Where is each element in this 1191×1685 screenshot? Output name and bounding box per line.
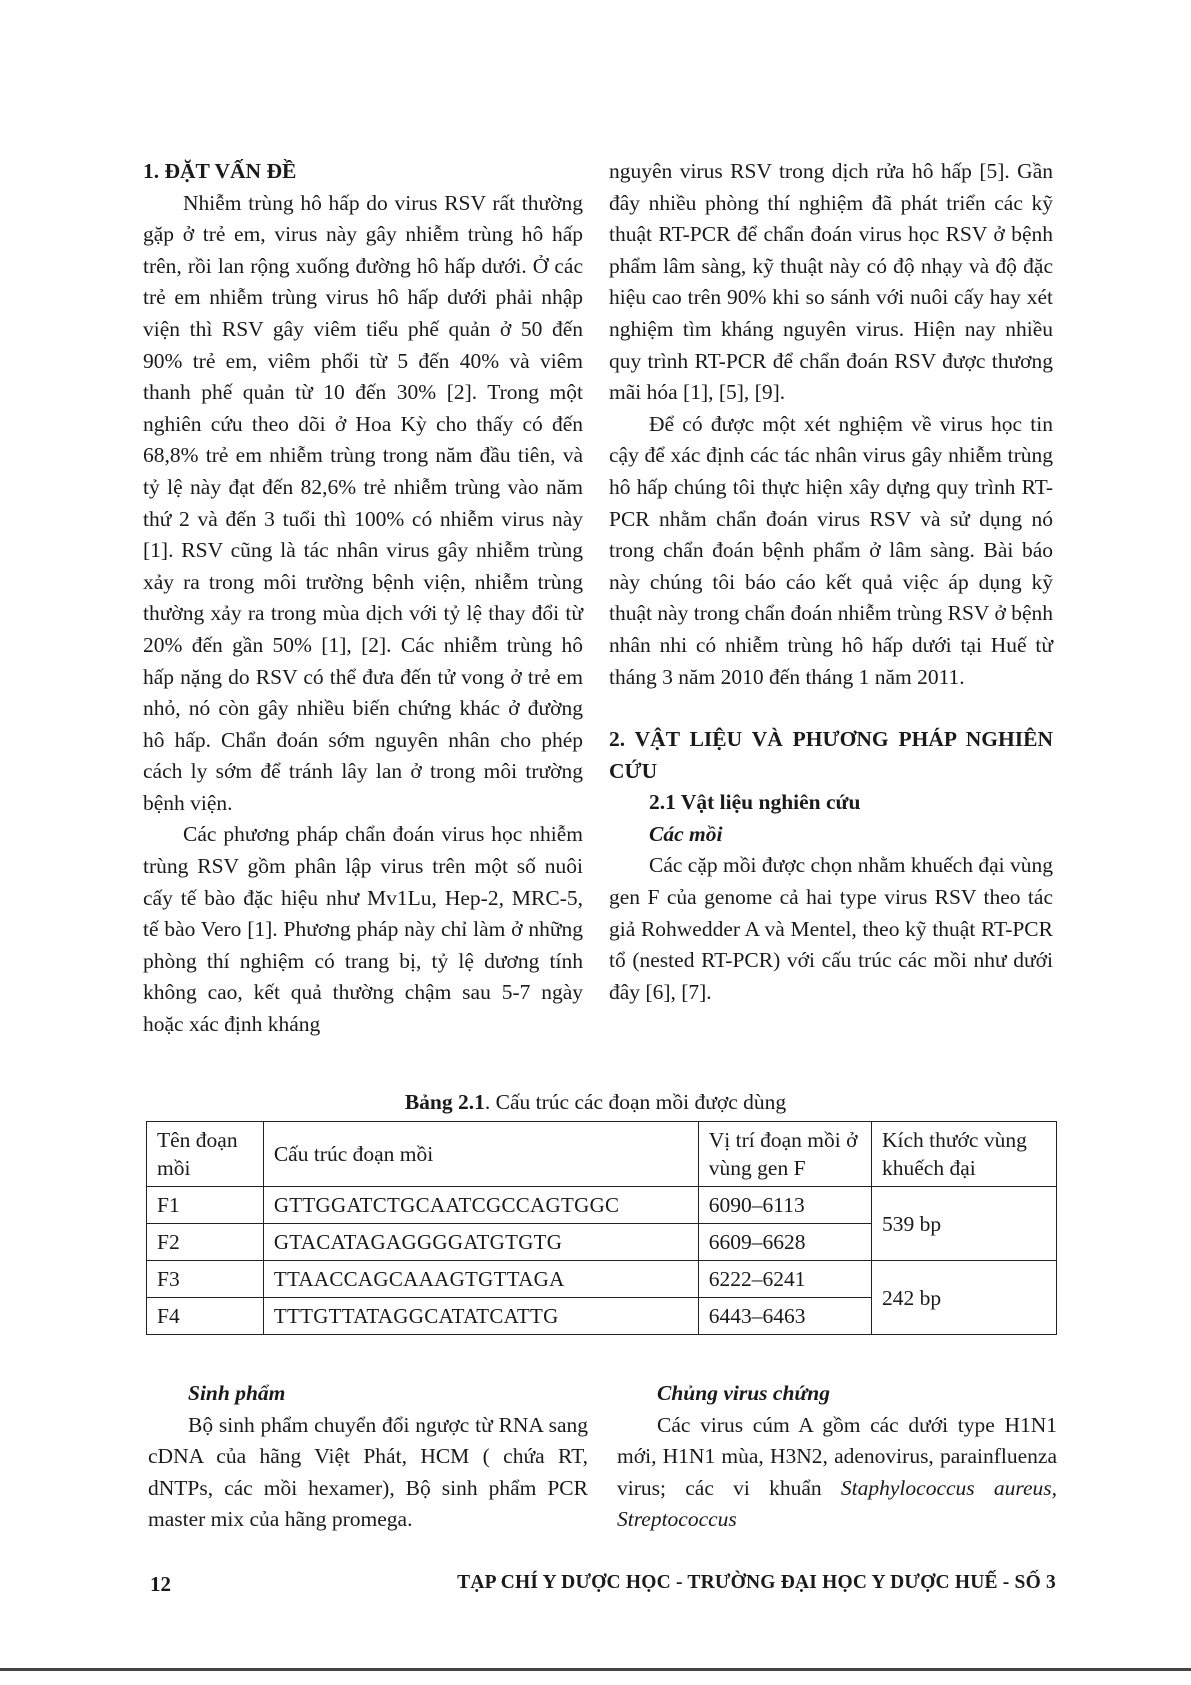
reagents-section [148, 1378, 588, 1536]
page-number: 12 [150, 1572, 171, 1596]
header-amplicon-size: Kích thước vùng khuếch đại [871, 1122, 1056, 1187]
reagents-heading: Sinh phẩm [188, 1381, 286, 1405]
amplicon-size: 539 bp [871, 1187, 1056, 1261]
table-caption-label: Bảng 2.1 [404, 1090, 485, 1114]
table-row [147, 1261, 1057, 1298]
right-column [609, 156, 1053, 1008]
intro-paragraph-3: nguyên virus RSV trong dịch rửa hô hấp [5]. Gần đây nhiều phòng thí nghiệm đã phát triển các kỹ thuật RT-PCR để chẩn đoán virus học RSV ở bệnh phẩm lâm sàng, kỹ thuật này có độ nhạy và độ đặc hiệu cao trên 90% khi so sánh với nuôi cấy hay xét nghiệm tìm kháng nguyên virus. Hiện nay nhiều quy trình RT-PCR để chẩn đoán RSV được thương mãi hóa [1], [5], [9]. [609, 159, 1053, 405]
table-row [147, 1187, 1057, 1224]
primer-sequence: TTTGTTATAGGCATATCATTG [263, 1298, 698, 1335]
primer-name: F2 [147, 1224, 264, 1261]
primer-name: F4 [147, 1298, 264, 1335]
table-caption [0, 1090, 1191, 1115]
header-primer-position: Vị trí đoạn mồi ở vùng gen F [698, 1122, 871, 1187]
control-strains-text: Các virus cúm A gồm các dưới type H1N1 mới, H1N1 mùa, H3N2, adenovirus, parainfluenza virus; các vi khuẩn [617, 1412, 1057, 1500]
footer-divider [0, 1668, 1191, 1671]
primer-table [146, 1121, 1057, 1335]
intro-paragraph-2: Các phương pháp chẩn đoán virus học nhiễm trùng RSV gồm phân lập virus trên một số nuôi cấy tế bào đặc hiệu như Mv1Lu, Hep-2, MRC-5, tế bào Vero [1]. Phương pháp này chỉ làm ở những phòng thí nghiệm có trang bị, tỷ lệ dương tính không cao, kết quả thường chậm sau 5-7 ngày hoặc xác định kháng [143, 822, 583, 1037]
journal-title: TẠP CHÍ Y DƯỢC HỌC - TRƯỜNG ĐẠI HỌC Y DƯỢC HUẾ - SỐ 3 [457, 1572, 1056, 1593]
section-1-heading: 1. ĐẶT VẤN ĐỀ [143, 159, 297, 183]
species-name: Streptococcus [617, 1507, 737, 1532]
reagents-paragraph: Bộ sinh phẩm chuyển đổi ngược từ RNA sang cDNA của hãng Việt Phát, HCM ( chứa RT, dNTPs, các mồi hexamer), Bộ sinh phẩm PCR master mix của hãng promega. [148, 1412, 588, 1532]
control-strains-section [617, 1378, 1057, 1536]
primers-paragraph: Các cặp mồi được chọn nhằm khuếch đại vùng gen F của genome cả hai type virus RSV theo tác giả Rohwedder A và Mentel, theo kỹ thuật RT-PCR tổ (nested RT-PCR) với cấu trúc các mồi như dưới đây [6], [7]. [609, 853, 1053, 1004]
left-column [143, 156, 583, 1041]
primer-name: F1 [147, 1187, 264, 1224]
amplicon-size: 242 bp [871, 1261, 1056, 1335]
intro-paragraph-4: Để có được một xét nghiệm về virus học tin cậy để xác định các tác nhân virus gây nhiễm trùng hô hấp chúng tôi thực hiện xây dựng quy trình RT-PCR nhằm chẩn đoán virus RSV và sử dụng nó trong chẩn đoán bệnh phẩm ở lâm sàng. Bài báo này chúng tôi báo cáo kết quả việc áp dụng kỹ thuật này trong chẩn đoán nhiễm trùng RSV ở bệnh nhân nhi có nhiễm trùng hô hấp dưới tại Huế từ tháng 3 năm 2010 đến tháng 1 năm 2011. [609, 411, 1053, 689]
primer-sequence: TTAACCAGCAAAGTGTTAGA [263, 1261, 698, 1298]
primers-subheading: Các mồi [649, 821, 723, 846]
control-strains-paragraph [617, 1410, 1057, 1536]
control-strains-heading: Chủng virus chứng [657, 1381, 831, 1405]
primer-sequence: GTACATAGAGGGGATGTGTG [263, 1224, 698, 1261]
header-primer-name: Tên đoạn mồi [147, 1122, 264, 1187]
primer-position: 6090–6113 [698, 1187, 871, 1224]
section-2-heading: 2. VẬT LIỆU VÀ PHƯƠNG PHÁP NGHIÊN CỨU [609, 727, 1053, 783]
primer-name: F3 [147, 1261, 264, 1298]
primer-position: 6222–6241 [698, 1261, 871, 1298]
table-header-row [147, 1122, 1057, 1187]
section-2-1-heading: 2.1 Vật liệu nghiên cứu [649, 790, 861, 815]
intro-paragraph-1: Nhiễm trùng hô hấp do virus RSV rất thường gặp ở trẻ em, virus này gây nhiễm trùng hô hấp trên, rồi lan rộng xuống đường hô hấp dưới. Ở các trẻ em nhiễm trùng virus hô hấp dưới phải nhập viện thì RSV gây viêm tiểu phế quản ở 50 đến 90% trẻ em, viêm phổi từ 5 đến 40% và viêm thanh phế quản từ 10 đến 30% [2]. Trong một nghiên cứu theo dõi ở Hoa Kỳ cho thấy có đến 68,8% trẻ em nhiễm trùng trong năm đầu tiên, và tỷ lệ này đạt đến 82,6% trẻ nhiễm trùng vào năm thứ 2 và đến 3 tuổi thì 100% có nhiễm virus này [1]. RSV cũng là tác nhân virus gây nhiễm trùng xảy ra trong môi trường bệnh viện, nhiễm trùng thường xảy ra trong mùa dịch với tỷ lệ thay đổi từ 20% đến gần 50% [1], [2]. Các nhiễm trùng hô hấp nặng do RSV có thể đưa đến tử vong ở trẻ em nhỏ, nó còn gây nhiều biến chứng khác ở đường hô hấp. Chẩn đoán sớm nguyên nhân cho phép cách ly sớm để tránh lây lan ở trong môi trường bệnh viện. [143, 190, 583, 815]
primer-sequence: GTTGGATCTGCAATCGCCAGTGGC [263, 1187, 698, 1224]
species-name: Staphylococcus aureus, [840, 1475, 1058, 1500]
primer-position: 6609–6628 [698, 1224, 871, 1261]
header-primer-structure: Cấu trúc đoạn mồi [263, 1122, 698, 1187]
primer-position: 6443–6463 [698, 1298, 871, 1335]
table-caption-text: . Cấu trúc các đoạn mồi được dùng [484, 1090, 787, 1114]
